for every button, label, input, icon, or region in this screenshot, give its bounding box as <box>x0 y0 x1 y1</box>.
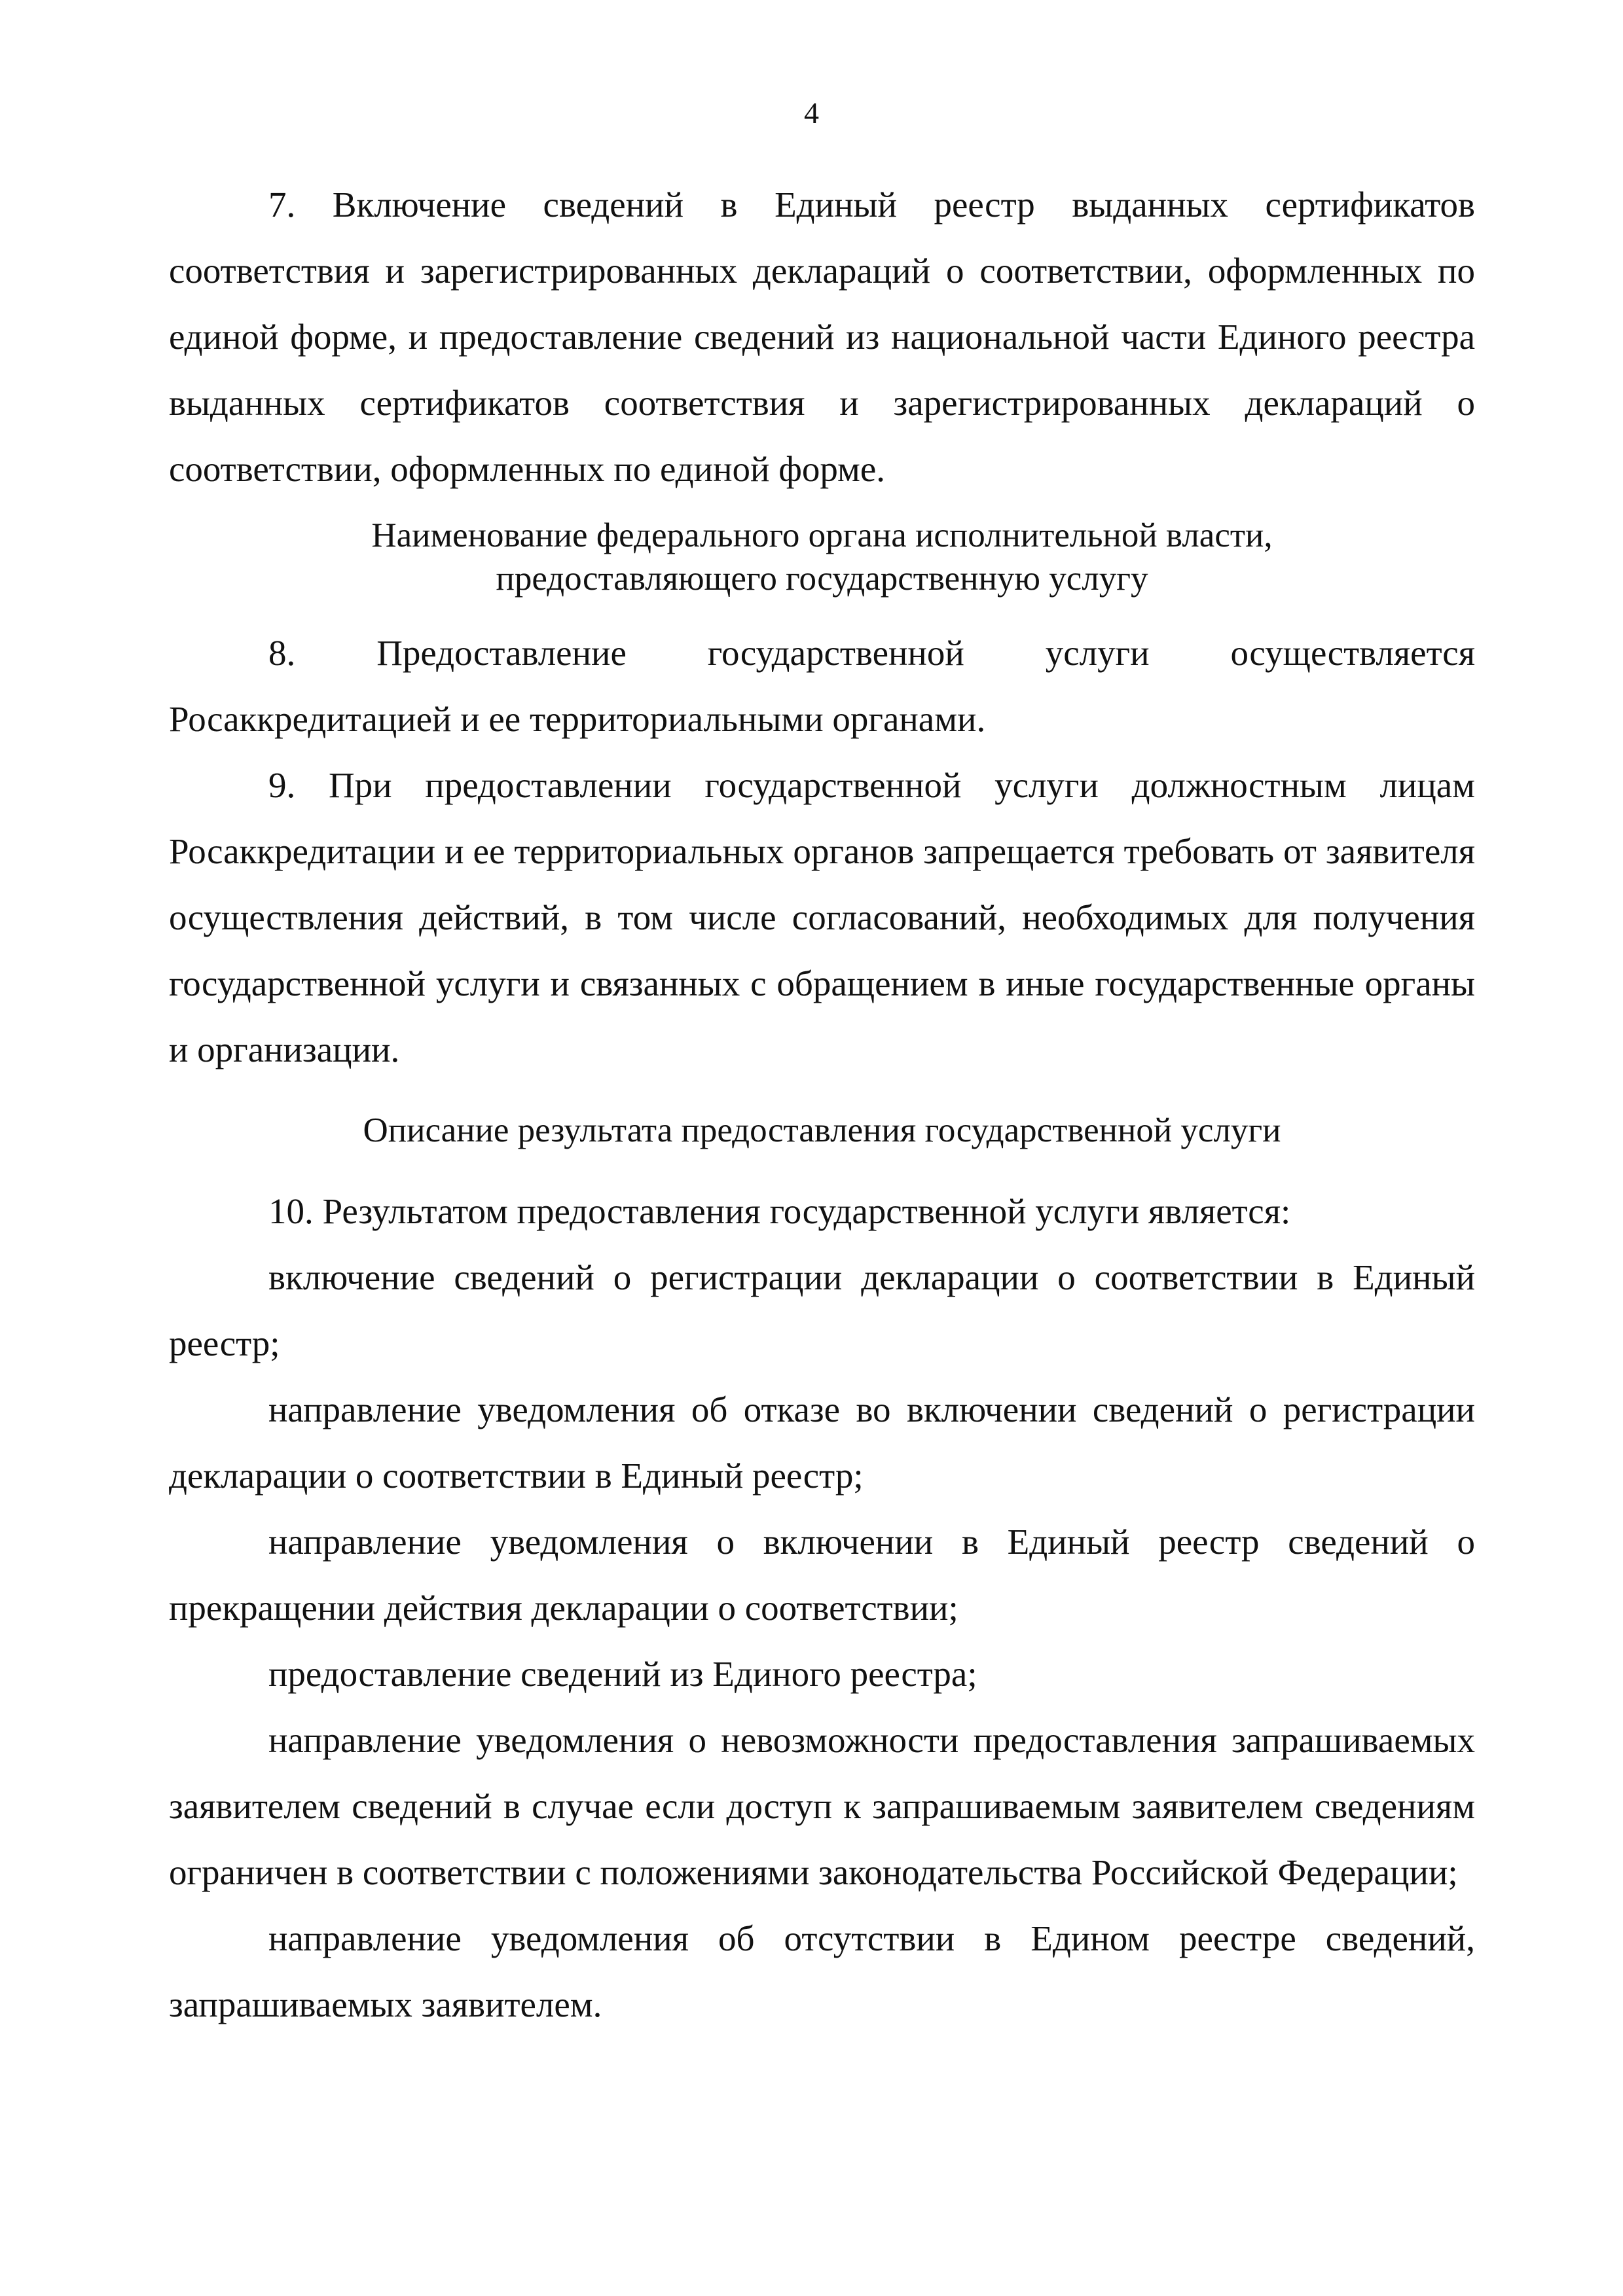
paragraph-10: 10. Результатом предоставления государственной услуги является: <box>268 1191 1291 1231</box>
section-heading-line-2: предоставляющего государственную услугу <box>496 560 1148 598</box>
result-item: включение сведений о регистрации декларации о соответствии в Единый реестр; <box>169 1257 1475 1363</box>
section-heading-result: Описание результата предоставления государственной услуги <box>363 1111 1281 1149</box>
paragraph-8: 8. Предоставление государственной услуги осуществляется Росаккредитацией и ее территориальными органами. <box>169 633 1475 739</box>
paragraph-9: 9. При предоставлении государственной услуги должностным лицам Росаккредитации и ее территориальных органов запрещается требовать от заявителя осуществления действий, в том числе согласований, необходимых для получения государственной услуги и связанных с обращением в иные государственные органы и организации. <box>169 765 1475 1069</box>
result-item: направление уведомления об отказе во включении сведений о регистрации декларации о соответствии в Единый реестр; <box>169 1390 1475 1496</box>
document-body <box>169 171 1475 2037</box>
result-item: направление уведомления о невозможности предоставления запрашиваемых заявителем сведений в случае если доступ к запрашиваемым заявителем сведениям ограничен в соответствии с положениями законодательства Российской Федерации; <box>169 1720 1475 1892</box>
section-heading-line-1: Наименование федерального органа исполнительной власти, <box>371 516 1273 554</box>
result-item: направление уведомления об отсутствии в Едином реестре сведений, запрашиваемых заявителем. <box>169 1918 1475 2024</box>
paragraph-7: 7. Включение сведений в Единый реестр выданных сертификатов соответствия и зарегистрированных деклараций о соответствии, оформленных по единой форме, и предоставление сведений из национальной части Единого реестра выданных сертификатов соответствия и зарегистрированных деклараций о соответствии, оформленных по единой форме. <box>169 185 1475 489</box>
result-item: направление уведомления о включении в Единый реестр сведений о прекращении действия декларации о соответствии; <box>169 1522 1475 1628</box>
result-item: предоставление сведений из Единого реестра; <box>268 1654 977 1694</box>
section-heading-authority <box>169 514 1475 600</box>
page-number: 4 <box>804 96 819 130</box>
